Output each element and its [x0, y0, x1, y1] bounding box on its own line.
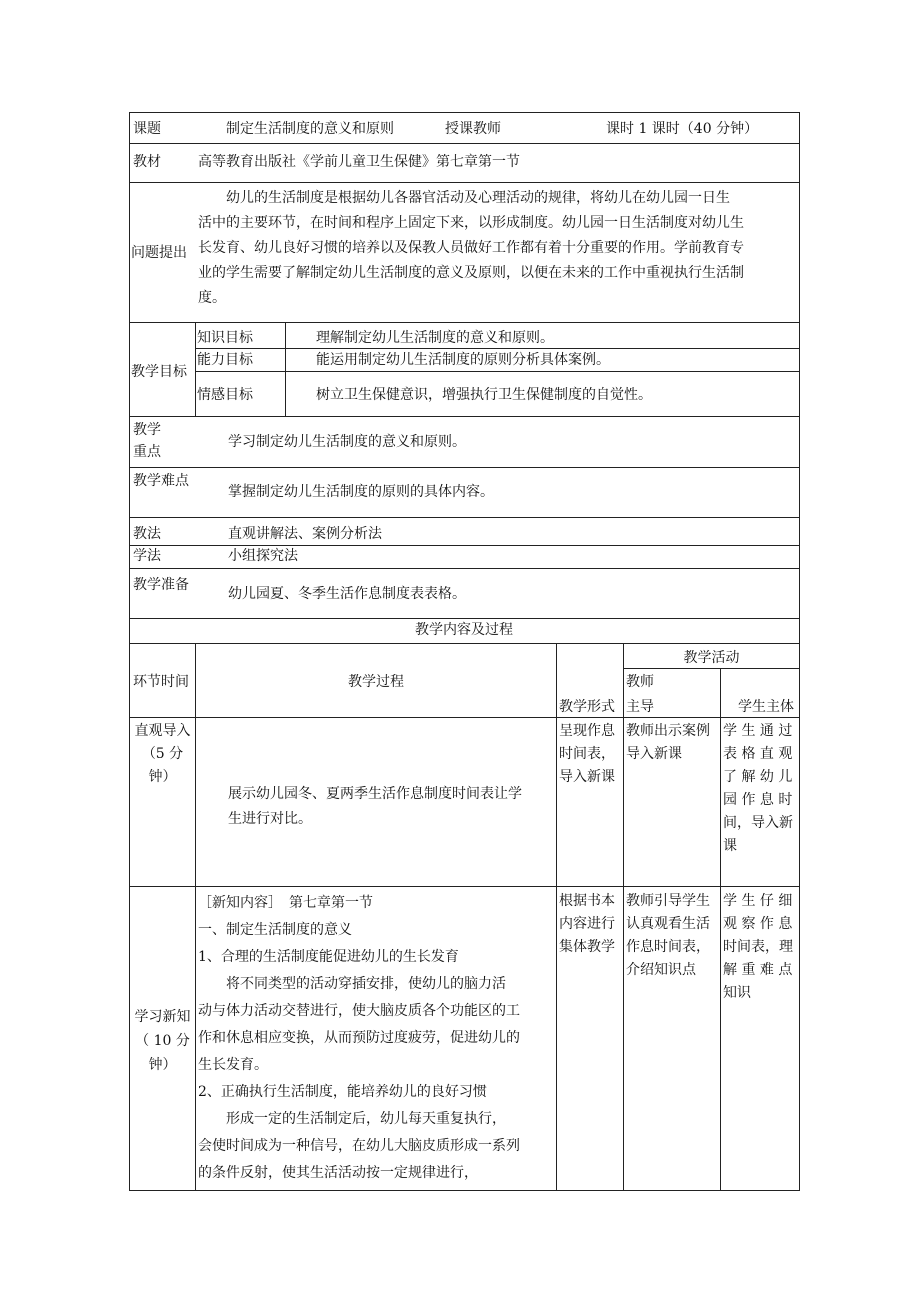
- objective-type-knowledge: 知识目标: [197, 330, 253, 346]
- row2-student: 学 生 仔 细 观 察 作 息 时间表，理 解 重 难 点 知识: [723, 893, 793, 1001]
- col-stage-header: 环节时间: [133, 674, 189, 690]
- rule: [129, 517, 800, 518]
- col-teacher-header-line1: 教师: [626, 674, 654, 690]
- rule: [129, 886, 800, 887]
- objective-text-ability: 能运用制定幼儿生活制度的原则分析具体案例。: [316, 352, 610, 368]
- problem-text: 幼儿的生活制度是根据幼儿各器官活动及心理活动的规律，将幼儿在幼儿园一日生 活中的主要环节，在时间和程序上固定下来，以形成制度。幼儿园一日生活制度对幼儿生 长发育、幼儿良好习惯的培养以及保教人员做好工作都有着十分重要的作用。学前教育专 业的学生需要了解制定幼儿生活制度的意义及原则，以便在未来的工作中重视执行生活制 度。: [198, 190, 744, 306]
- objective-type-emotion: 情感目标: [197, 387, 253, 403]
- row1-stage: 直观导入 （5 分 钟）: [134, 723, 191, 785]
- row1-teacher: 教师出示案例 导入新课: [626, 723, 710, 762]
- preparation-label: 教学准备: [133, 577, 189, 593]
- teacher-label: 授课教师: [445, 121, 501, 137]
- key-point-value: 学习制定幼儿生活制度的意义和原则。: [228, 434, 466, 450]
- rule: [285, 322, 286, 416]
- objective-text-emotion: 树立卫生保健意识，增强执行卫生保健制度的自觉性。: [316, 387, 652, 403]
- col-student-header: 学生主体: [738, 699, 794, 715]
- process-section-title: 教学内容及过程: [415, 622, 513, 638]
- row2-form: 根据书本 内容进行 集体教学: [559, 893, 615, 955]
- period-value: 课时 1 课时（40 分钟）: [606, 121, 759, 137]
- row1-form: 呈现作息 时间表， 导入新课: [559, 723, 615, 785]
- rule: [129, 643, 800, 644]
- subject-value: 制定生活制度的意义和原则: [226, 121, 394, 137]
- rule: [129, 182, 800, 183]
- row1-student: 学 生 通 过 表 格 直 观 了 解 幼 儿 园 作 息 时 间，导入新 课: [723, 723, 793, 854]
- row2-stage: 学习新知 （ 10 分 钟）: [134, 1009, 191, 1073]
- col-activity-header: 教学活动: [683, 650, 740, 666]
- row1-process: 展示幼儿园冬、夏两季生活作息制度时间表让学 生进行对比。: [228, 786, 522, 827]
- learning-method-value: 小组探究法: [228, 548, 298, 564]
- rule: [623, 668, 800, 669]
- learning-method-label: 学法: [133, 548, 161, 564]
- rule: [129, 717, 800, 718]
- col-process-header: 教学过程: [348, 674, 404, 690]
- rule: [799, 112, 800, 1191]
- subject-label: 课题: [133, 121, 161, 137]
- col-teacher-header-line2: 主导: [626, 699, 654, 715]
- rule: [195, 643, 196, 1191]
- row2-teacher: 教师引导学生 认真观看生活 作息时间表， 介绍知识点: [626, 893, 710, 978]
- objective-text-knowledge: 理解制定幼儿生活制度的意义和原则。: [316, 330, 554, 346]
- objective-type-ability: 能力目标: [197, 352, 253, 368]
- problem-label: 问题提出: [131, 245, 187, 261]
- rule: [129, 618, 800, 619]
- row2-process: ［新知内容］ 第七章第一节 一、制定生活制度的意义 1、合理的生活制度能促进幼儿的生长发育 将不同类型的活动穿插安排，使幼儿的脑力活 动与体力活动交替进行，使大脑皮质各个功能区的工 作和休息相应变换，从而预防过度疲劳，促进幼儿的 生长发育。 2、正确执行生活制度，能培养幼儿的良好习惯 形成一定的生活制定后，幼儿每天重复执行， 会使时间成为一种信号，在幼儿大脑皮质形成一系列 的条件反射，使其生活活动按一定规律进行，: [198, 895, 520, 1181]
- preparation-value: 幼儿园夏、冬季生活作息制度表表格。: [228, 586, 466, 602]
- rule: [129, 1190, 800, 1191]
- rule: [129, 568, 800, 569]
- rule: [129, 112, 800, 113]
- difficulty-value: 掌握制定幼儿生活制度的原则的具体内容。: [228, 484, 494, 500]
- rule: [129, 322, 800, 323]
- rule: [129, 143, 800, 144]
- rule: [623, 643, 624, 1191]
- teaching-method-value: 直观讲解法、案例分析法: [228, 526, 382, 542]
- rule: [129, 416, 800, 417]
- rule: [129, 467, 800, 468]
- teaching-method-label: 教法: [133, 526, 161, 542]
- key-point-label-line1: 教学: [133, 422, 161, 438]
- textbook-value: 高等教育出版社《学前儿童卫生保健》第七章第一节: [198, 154, 520, 170]
- col-form-header: 教学形式: [559, 699, 615, 715]
- key-point-label-line2: 重点: [133, 444, 161, 460]
- rule: [195, 322, 196, 416]
- objectives-label: 教学目标: [131, 364, 187, 380]
- difficulty-label: 教学难点: [133, 473, 189, 489]
- textbook-label: 教材: [133, 154, 161, 170]
